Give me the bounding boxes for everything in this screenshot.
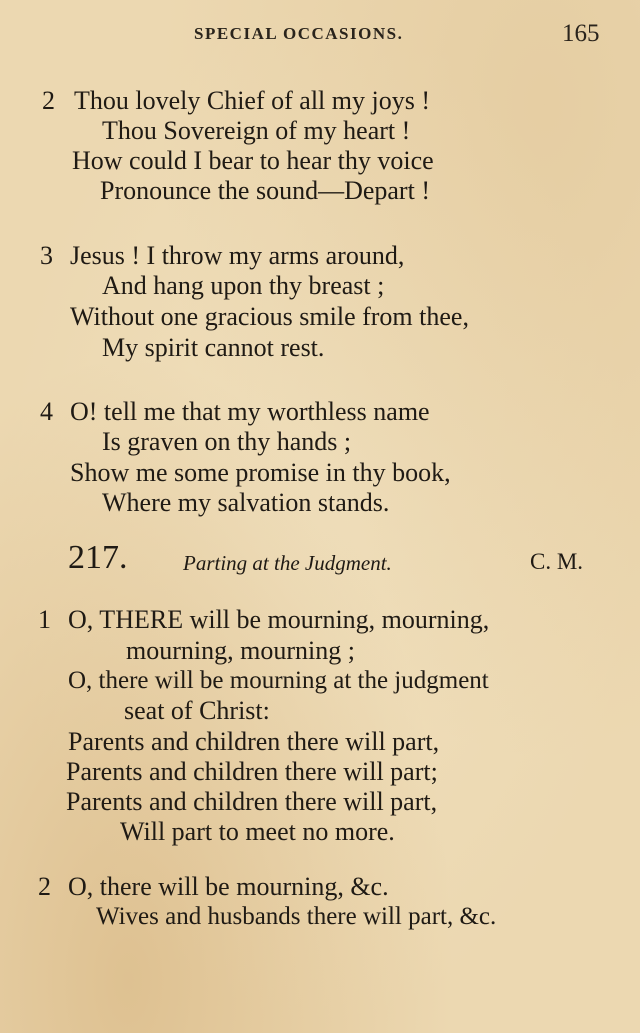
verse-line: Parents and children there will part, — [68, 727, 440, 756]
verse-line: Will part to meet no more. — [120, 817, 395, 846]
verse-line: How could I bear to hear thy voice — [72, 146, 434, 175]
hymn-title: Parting at the Judgment. — [183, 551, 392, 575]
verse-line: Parents and children there will part, — [66, 787, 438, 816]
hymn-number: 217. — [68, 539, 128, 576]
verse-line: And hang upon thy breast ; — [102, 271, 385, 300]
verse-line: Where my salvation stands. — [102, 488, 390, 517]
stanza-number: 3 — [40, 241, 53, 270]
verse-line: Is graven on thy hands ; — [102, 427, 352, 456]
verse-line: Thou lovely Chief of all my joys ! — [74, 86, 431, 115]
verse-line: Pronounce the sound—Depart ! — [100, 176, 430, 205]
verse-line: O, there will be mourning, &c. — [68, 872, 389, 901]
verse-line: Jesus ! I throw my arms around, — [70, 241, 405, 270]
verse-line: mourning, mourning ; — [126, 636, 355, 665]
verse-line: Thou Sovereign of my heart ! — [102, 116, 411, 145]
stanza-number: 4 — [40, 397, 53, 426]
verse-number: 2 — [38, 872, 51, 901]
page-number: 165 — [562, 20, 600, 47]
verse-line: Without one gracious smile from thee, — [70, 302, 469, 331]
verse-line: O, THERE will be mourning, mourning, — [68, 605, 490, 634]
hymn-meter: C. M. — [530, 549, 584, 574]
running-head: SPECIAL OCCASIONS. — [194, 24, 404, 43]
verse-line: seat of Christ: — [124, 696, 270, 725]
verse-line: My spirit cannot rest. — [102, 333, 325, 362]
verse-line: Show me some promise in thy book, — [70, 458, 451, 487]
verse-line: O! tell me that my worthless name — [70, 397, 430, 426]
verse-number: 1 — [38, 605, 51, 634]
verse-line: Parents and children there will part; — [66, 757, 438, 786]
verse-line: O, there will be mourning at the judgment — [68, 667, 489, 694]
stanza-number: 2 — [42, 86, 55, 115]
verse-line: Wives and husbands there will part, &c. — [96, 903, 497, 930]
